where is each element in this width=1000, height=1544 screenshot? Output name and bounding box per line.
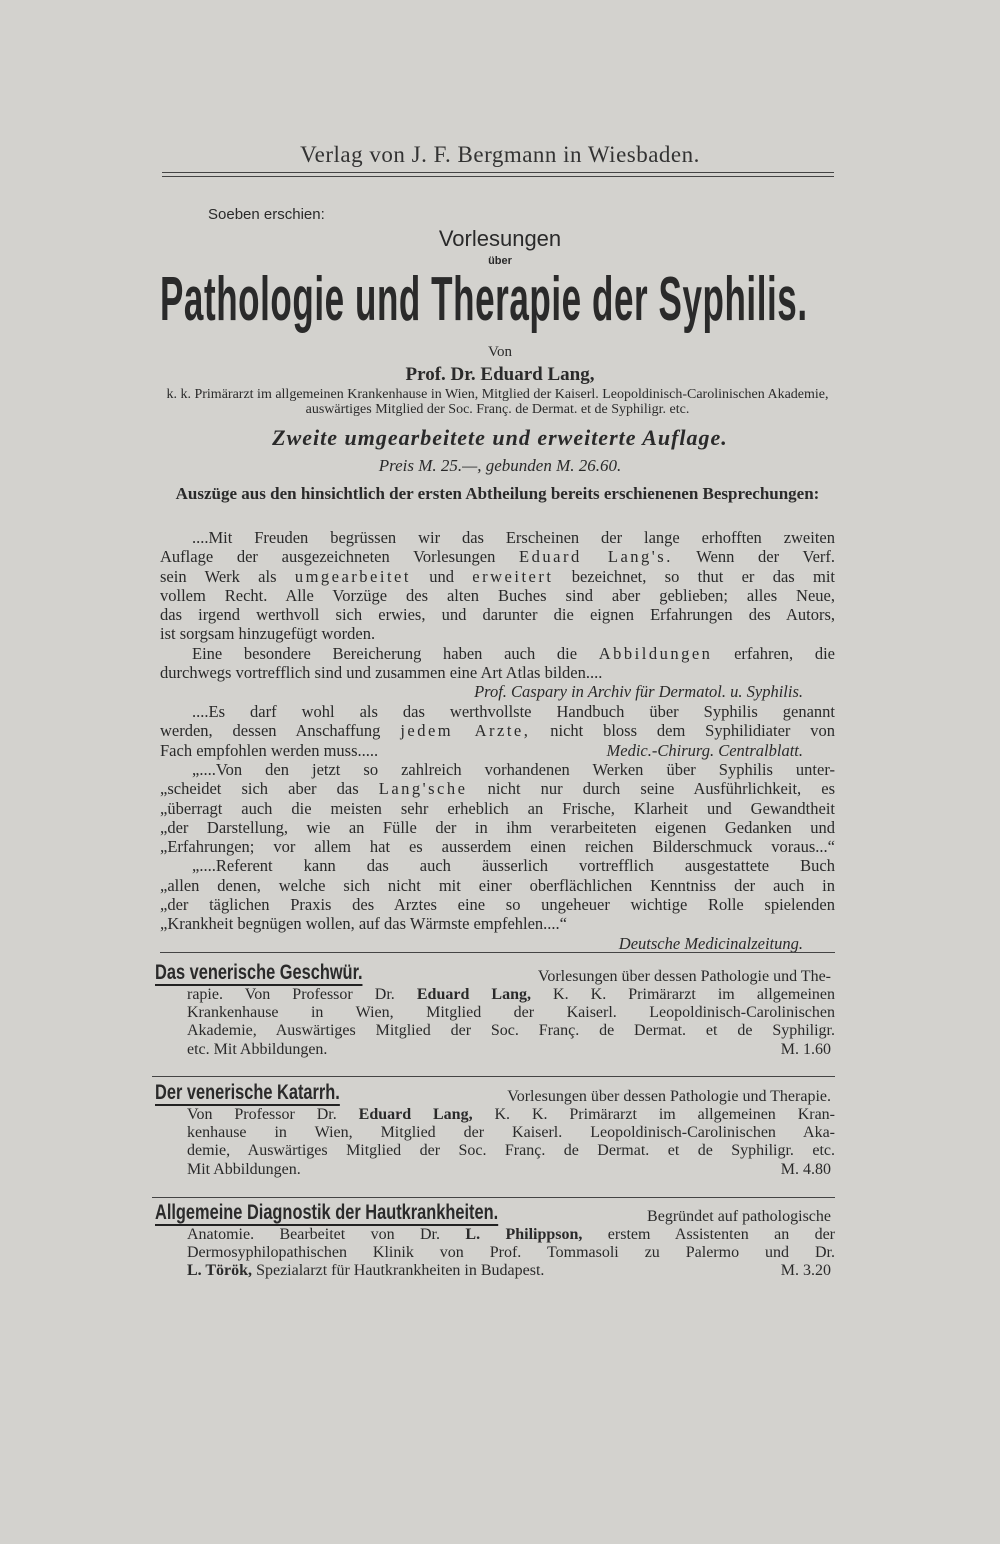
ad-title: Das venerische Geschwür. xyxy=(155,961,363,984)
review-source: Medic.-Chirurg. Centralblatt. xyxy=(606,740,803,760)
section-divider xyxy=(152,1197,835,1198)
text-line: „Krankheit begnügen wollen, auf das Wärmste empfehlen....“ xyxy=(160,914,568,934)
text-line: „überragt auch die meisten sehr erheblich an Frische, Klarheit und Gewandtheit xyxy=(160,798,835,818)
author-name: Prof. Dr. Eduard Lang, xyxy=(405,364,595,385)
text-line: Auflage der ausgezeichneten Vorlesungen Eduard Lang's. Wenn der Verf. xyxy=(160,547,836,567)
reviews-heading: Auszüge aus den hinsichtlich der ersten Abtheilung bereits erschienenen Besprechungen: xyxy=(175,484,820,503)
author-affiliation: k. k. Primärarzt im allgemeinen Krankenhause in Wien, Mitglied der Kaiserl. Leopoldinisch-Carolinischen Akademie, auswärtiges Mitglied der Soc. Franç. de Dermat. et de Syphiligr. etc. xyxy=(166,387,829,417)
text-line: „der täglichen Praxis des Arztes eine so ungeheuer wichtige Rolle spielenden xyxy=(160,895,835,915)
ad-line: Akademie, Auswärtiges Mitglied der Soc. Franç. de Dermat. et de Syphiligr. xyxy=(187,1022,835,1040)
ad-venerische-geschwuer xyxy=(155,962,835,1059)
uber-label: über xyxy=(488,255,512,267)
review-source: Prof. Caspary in Archiv für Dermatol. u. Syphilis. xyxy=(474,682,803,702)
ad-line: kenhause in Wien, Mitglied der Kaiserl. Leopoldinisch-Carolinischen Aka- xyxy=(187,1124,835,1142)
ad-price: M. 4.80 xyxy=(780,1160,831,1178)
text-line: Eine besondere Bereicherung haben auch die Abbildungen erfahren, die xyxy=(192,643,835,663)
series-title: Vorlesungen xyxy=(438,226,562,251)
ad-price: M. 1.60 xyxy=(780,1040,831,1058)
text-line: „....Von den jetzt so zahlreich vorhandenen Werken über Syphilis unter- xyxy=(192,760,835,779)
ad-line: Der venerische Katarrh. Vorlesungen über dessen Pathologie und Therapie. xyxy=(155,1081,831,1105)
text-line: durchwegs vortrefflich sind und zusammen eine Art Atlas bilden.... xyxy=(160,663,603,683)
announcement: Soeben erschien: xyxy=(208,206,325,223)
ad-line: demie, Auswärtiges Mitglied der Soc. Franç. de Dermat. et de Syphiligr. etc. xyxy=(187,1142,835,1160)
ad-line: Allgemeine Diagnostik der Hautkrankheiten. Begründet auf pathologische xyxy=(155,1201,831,1225)
review-source: Deutsche Medicinalzeitung. xyxy=(618,933,803,953)
text-line: ist sorgsam hinzugefügt worden. xyxy=(160,624,376,644)
ad-line: rapie. Von Professor Dr. Eduard Lang, K. K. Primärarzt im allgemeinen xyxy=(187,986,836,1003)
text-line: „allen denen, welche sich nicht mit einer oberflächlichen Kenntniss der auch in xyxy=(160,875,835,895)
ad-line: etc. Mit Abbildungen. M. 1.60 xyxy=(187,1040,831,1058)
text-line: „Erfahrungen; vor allem hat es ausserdem einen reichen Bilderschmuck voraus...“ xyxy=(160,837,835,857)
ad-line: Mit Abbildungen. M. 4.80 xyxy=(187,1160,831,1178)
ad-line: Anatomie. Bearbeitet von Dr. L. Philippson, erstem Assistenten an der xyxy=(187,1226,836,1243)
ad-line: Von Professor Dr. Eduard Lang, K. K. Primärarzt im allgemeinen Kran- xyxy=(187,1106,835,1123)
text-line: „der Darstellung, wie an Fülle der in ihm verarbeiteten eigenen Gedanken und xyxy=(160,817,835,837)
text-line: „scheidet sich aber das Lang'sche nicht nur durch seine Ausführlichkeit, es xyxy=(160,779,836,799)
publisher-line: Verlag von J. F. Bergmann in Wiesbaden. xyxy=(300,142,700,167)
section-divider xyxy=(160,952,835,953)
double-rule-top xyxy=(162,172,834,173)
main-title: Pathologie und Therapie der Syphilis. xyxy=(160,265,808,334)
ad-price: M. 3.20 xyxy=(780,1262,831,1280)
text-line: ....Es darf wohl als das werthvollste Handbuch über Syphilis genannt xyxy=(192,702,835,721)
text-line: vollem Recht. Alle Vorzüge des alten Buches sind aber geblieben; alles Neue, xyxy=(160,585,835,605)
ad-venerische-katarrh xyxy=(155,1082,835,1179)
price-line: Preis M. 25.—, gebunden M. 26.60. xyxy=(378,456,622,475)
ad-diagnostik-hautkrankheiten xyxy=(155,1202,835,1281)
ad-line: Das venerische Geschwür. Vorlesungen über dessen Pathologie und The- xyxy=(155,961,831,985)
text-line: „....Referent kann das auch äusserlich vortrefflich ausgestattete Buch xyxy=(192,856,835,876)
ad-line: Dermosyphilopathischen Klinik von Prof. Tommasoli zu Palermo und Dr. xyxy=(187,1244,835,1262)
ad-line: L. Török, Spezialarzt für Hautkrankheiten in Budapest. M. 3.20 xyxy=(187,1262,831,1280)
ad-title: Der venerische Katarrh. xyxy=(155,1081,340,1104)
review-caspary xyxy=(160,528,835,702)
text-line: sein Werk als umgearbeitet und erweitert bezeichnet, so thut er das mit xyxy=(160,566,836,586)
text-line: Fach empfohlen werden muss..... Medic.-Chirurg. Centralblatt. xyxy=(160,740,803,760)
text-line: ....Mit Freuden begrüssen wir das Erscheinen der lange erhofften zweiten xyxy=(192,528,835,547)
by-label: Von xyxy=(488,344,512,360)
text-line: werden, dessen Anschaffung jedem Arzte, nicht bloss dem Syphilidiater von xyxy=(160,721,836,741)
ad-line: Krankenhause in Wien, Mitglied der Kaiserl. Leopoldinisch-Carolinischen xyxy=(187,1004,835,1022)
ad-title: Allgemeine Diagnostik der Hautkrankheiten. xyxy=(155,1201,499,1224)
edition-note: Zweite umgearbeitete und erweiterte Auflage. xyxy=(272,425,728,450)
section-divider xyxy=(152,1076,835,1077)
text-line: das irgend werthvoll sich erwies, und darunter die eignen Erfahrungen des Autors, xyxy=(160,605,835,625)
review-medicinalzeitung xyxy=(160,760,835,953)
double-rule-bottom xyxy=(162,176,834,177)
review-centralblatt xyxy=(160,702,835,760)
